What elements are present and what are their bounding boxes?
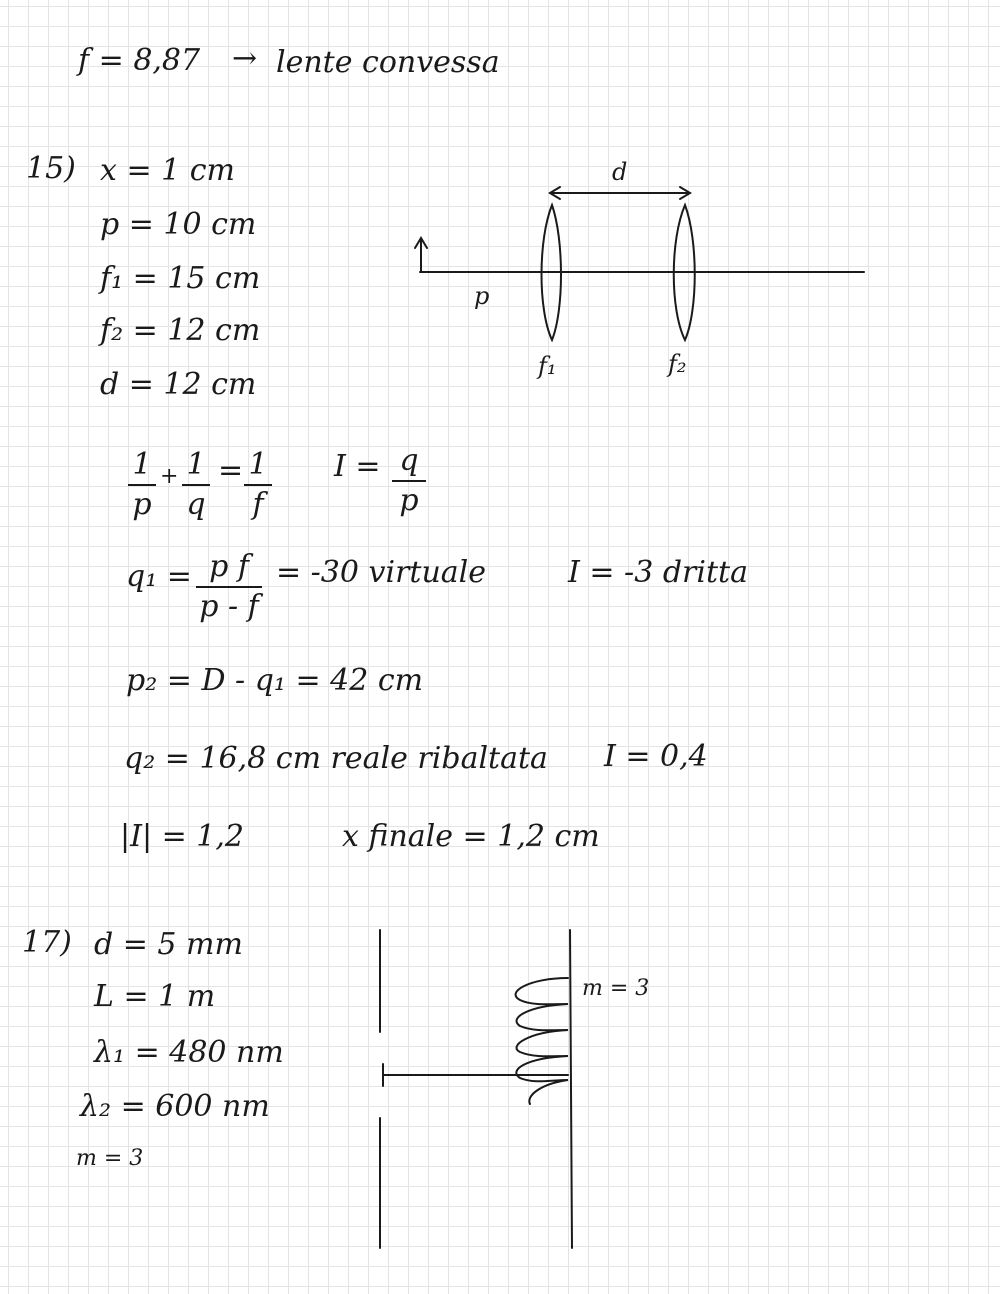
q2-mag: I = 0,4 xyxy=(604,739,708,774)
given-lambda2: λ₂ = 600 nm xyxy=(80,1089,270,1124)
fringe-pattern xyxy=(516,978,568,1104)
top-arrow: → xyxy=(232,41,258,76)
mag-eq-num: q xyxy=(399,443,419,478)
diagram-p-label: p xyxy=(474,282,490,310)
fringe-m-label: m = 3 xyxy=(582,976,650,1001)
q1-rhs: = -30 virtuale xyxy=(276,555,487,590)
diagram-d-label: d xyxy=(612,158,628,186)
lens-eq-num-2: 1 xyxy=(186,447,206,482)
given-lambda1: λ₁ = 480 nm xyxy=(94,1035,284,1070)
q1-den: p - f xyxy=(199,589,259,624)
given-x: x = 1 cm xyxy=(100,153,235,188)
given-p: p = 10 cm xyxy=(100,207,257,242)
q1-lhs: q₁ = xyxy=(126,559,192,594)
given-d: d = 12 cm xyxy=(100,367,257,402)
screen xyxy=(570,930,572,1248)
mag-eq-lhs: I = xyxy=(334,449,381,484)
given-L: L = 1 m xyxy=(94,979,216,1014)
total-x-final: x finale = 1,2 cm xyxy=(342,819,600,854)
lens-eq-plus: + xyxy=(160,464,179,489)
diagram-f1-label: f₁ xyxy=(538,352,557,380)
problem-17-number: 17) xyxy=(22,925,72,960)
given-m: m = 3 xyxy=(76,1146,144,1171)
q1-num: p f xyxy=(209,549,249,584)
problem-15-number: 15) xyxy=(26,151,76,186)
p2-line: p₂ = D - q₁ = 42 cm xyxy=(126,663,424,698)
mag-eq-den: p xyxy=(399,483,419,518)
lens-eq-den-1: p xyxy=(132,487,152,522)
total-mag: |I| = 1,2 xyxy=(120,819,244,854)
given-f1: f₁ = 15 cm xyxy=(100,261,261,296)
top-focal: f = 8,87 xyxy=(78,43,201,78)
lens-eq-equals: = xyxy=(218,453,244,488)
diagram-f2-label: f₂ xyxy=(668,350,687,378)
q1-mag: I = -3 dritta xyxy=(568,555,748,590)
lens-eq-num-1: 1 xyxy=(132,447,152,482)
q2-line: q₂ = 16,8 cm reale ribaltata xyxy=(124,741,548,776)
lens-eq-num-3: 1 xyxy=(248,447,268,482)
lens-eq-den-3: f xyxy=(252,487,264,522)
given-f2: f₂ = 12 cm xyxy=(100,313,261,348)
top-result: lente convessa xyxy=(276,45,500,80)
lens-eq-den-2: q xyxy=(186,487,206,522)
given-slit-d: d = 5 mm xyxy=(94,927,243,962)
